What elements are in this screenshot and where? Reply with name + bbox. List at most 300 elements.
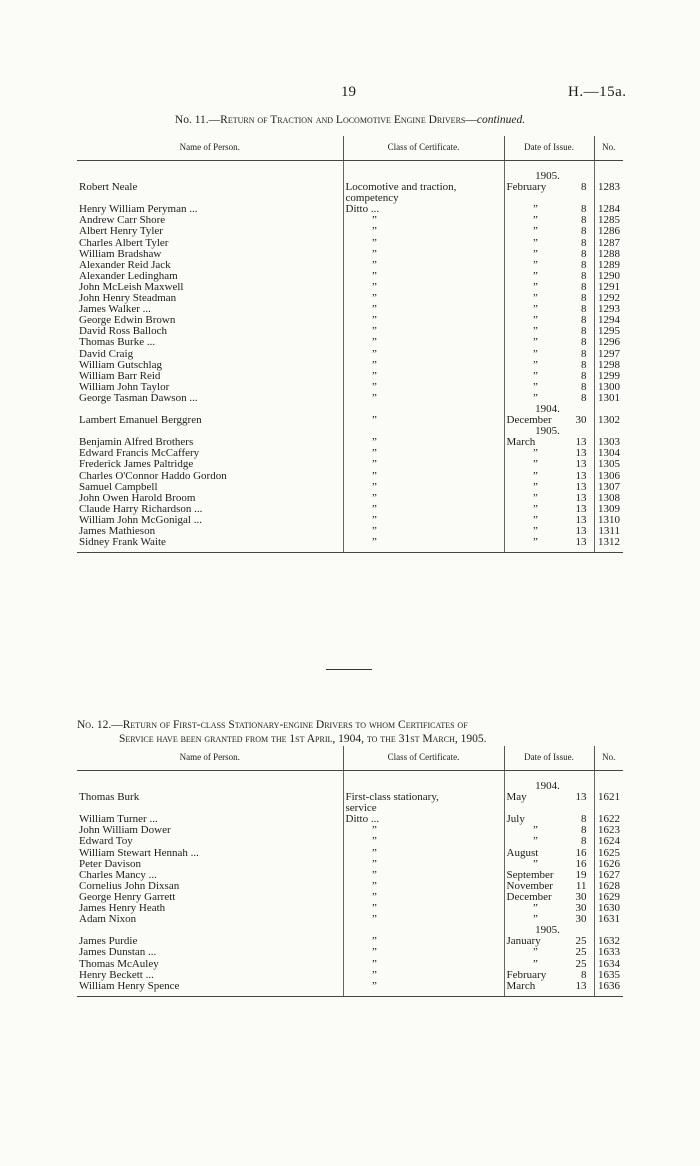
person-name: William Barr Reid — [79, 369, 161, 382]
certificate-number: 1291 — [598, 280, 620, 293]
issue-day: 13 — [575, 791, 587, 804]
class-cell — [343, 415, 504, 426]
table12-header-row — [77, 746, 623, 771]
year-label: 1905. — [535, 170, 560, 182]
class-cell — [343, 238, 504, 249]
class-cell — [343, 437, 504, 448]
person-name: Thomas Burk — [79, 791, 140, 804]
issue-day: 13 — [575, 480, 587, 493]
person-name: Adam Nixon — [79, 913, 137, 926]
number-cell — [594, 393, 623, 404]
person-name: Henry Beckett ... — [79, 968, 154, 981]
certificate-number: 1311 — [598, 525, 620, 537]
person-name: Thomas McAuley — [79, 957, 159, 970]
class-ditto: ” — [372, 258, 377, 271]
class-ditto: ” — [372, 846, 377, 859]
certificate-number: 1288 — [598, 247, 620, 260]
name-cell — [77, 981, 343, 997]
certificate-number: 1634 — [598, 957, 620, 970]
issue-day: 13 — [575, 458, 587, 471]
year-row — [77, 925, 623, 936]
class-ditto: ” — [372, 280, 377, 293]
certificate-number: 1627 — [598, 868, 620, 881]
col-header-no: No. — [594, 746, 623, 771]
table-row — [77, 293, 623, 304]
issue-month: March — [506, 979, 536, 992]
issue-month: ” — [533, 525, 538, 537]
date-cell — [504, 792, 594, 803]
class-cell — [343, 471, 504, 482]
person-name: William Stewart Hennah ... — [79, 846, 199, 859]
class-ditto: ” — [372, 480, 377, 493]
issue-month: ” — [533, 913, 538, 926]
person-name: James Mathieson — [79, 525, 156, 537]
issue-day: 16 — [575, 846, 587, 859]
class-ditto: ” — [372, 436, 377, 449]
issue-day: 25 — [575, 935, 587, 948]
issue-month: ” — [533, 491, 538, 504]
class-cell — [343, 825, 504, 836]
number-cell — [594, 415, 623, 426]
person-name: Claude Harry Richardson ... — [79, 502, 203, 515]
issue-month: January — [506, 935, 541, 948]
class-ditto: ” — [372, 458, 377, 471]
person-name: Lambert Emanuel Berggren — [79, 414, 202, 427]
person-name: David Ross Balloch — [79, 325, 167, 338]
class-ditto: ” — [372, 414, 377, 427]
person-name: George Tasman Dawson ... — [79, 391, 198, 404]
person-name: Charles O'Connor Haddo Gordon — [79, 469, 227, 482]
class-cell — [343, 493, 504, 504]
date-cell — [504, 459, 594, 470]
certificate-number: 1621 — [598, 791, 620, 804]
year-label: 1904. — [535, 402, 560, 415]
class-cell — [343, 903, 504, 914]
issue-month: ” — [533, 835, 538, 848]
date-cell — [504, 537, 594, 553]
issue-month: ” — [533, 447, 538, 460]
class-cell — [343, 959, 504, 970]
class-cell — [343, 537, 504, 553]
certificate-number: 1309 — [598, 502, 620, 515]
issue-day: 8 — [581, 325, 587, 338]
certificate-number: 1629 — [598, 890, 620, 903]
name-cell — [77, 914, 343, 925]
certificate-number: 1633 — [598, 946, 620, 959]
certificate-number: 1302 — [598, 414, 620, 427]
person-name: William Turner ... — [79, 813, 158, 826]
issue-day: 8 — [581, 358, 587, 371]
person-name: George Edwin Brown — [79, 314, 176, 327]
table-row — [77, 326, 623, 337]
class-ditto: ” — [372, 957, 377, 970]
date-cell — [504, 836, 594, 847]
class-ditto: ” — [372, 935, 377, 948]
certificate-number: 1625 — [598, 846, 620, 859]
number-cell — [594, 981, 623, 997]
class-ditto: ” — [372, 269, 377, 282]
person-name: John McLeish Maxwell — [79, 280, 184, 293]
issue-day: 13 — [575, 979, 587, 992]
date-cell — [504, 349, 594, 360]
table-row — [77, 947, 623, 958]
person-name: George Henry Garrett — [79, 890, 176, 903]
date-cell — [504, 947, 594, 958]
issue-month: ” — [533, 203, 538, 216]
class-ditto: ” — [372, 902, 377, 915]
person-name: Edward Toy — [79, 835, 133, 848]
class-ditto: ” — [372, 314, 377, 327]
name-cell — [77, 182, 343, 193]
number-cell — [594, 792, 623, 803]
class-cell — [343, 271, 504, 282]
date-cell — [504, 471, 594, 482]
table11-header-row — [77, 136, 623, 161]
person-name: James Dunstan ... — [79, 946, 157, 959]
class-ditto: ” — [372, 525, 377, 537]
person-name: Robert Neale — [79, 181, 138, 194]
person-name: John Owen Harold Broom — [79, 491, 196, 504]
col-header-class: Class of Certificate. — [343, 136, 504, 161]
class-ditto: ” — [372, 824, 377, 837]
certificate-number: 1300 — [598, 380, 620, 393]
issue-month: ” — [533, 214, 538, 227]
person-name: James Purdie — [79, 935, 138, 948]
class-ditto: ” — [372, 857, 377, 870]
class-cell — [343, 892, 504, 903]
person-name: Samuel Campbell — [79, 480, 158, 493]
class-ditto: ” — [372, 469, 377, 482]
certificate-number: 1294 — [598, 314, 620, 327]
class-ditto: ” — [372, 325, 377, 338]
class-cell — [343, 260, 504, 271]
issue-day: 16 — [575, 857, 587, 870]
issue-day: 8 — [581, 380, 587, 393]
document-reference: H.—15a. — [568, 84, 627, 100]
col-header-date: Date of Issue. — [504, 746, 594, 771]
issue-month: ” — [533, 347, 538, 360]
certificate-number: 1284 — [598, 203, 620, 216]
certificate-number: 1286 — [598, 225, 620, 238]
certificate-number: 1310 — [598, 513, 620, 526]
person-name: Charles Mancy ... — [79, 868, 157, 881]
issue-day: 30 — [575, 902, 587, 915]
issue-month: ” — [533, 902, 538, 915]
class-cell — [343, 382, 504, 393]
table-row — [77, 825, 623, 836]
class-ditto: ” — [372, 247, 377, 260]
issue-day: 11 — [575, 879, 587, 892]
number-cell — [594, 537, 623, 553]
class-cell — [343, 337, 504, 348]
person-name: Henry William Peryman ... — [79, 203, 198, 216]
class-ditto: ” — [372, 380, 377, 393]
issue-month: March — [506, 436, 536, 449]
issue-day: 8 — [581, 391, 587, 404]
class-ditto: ” — [372, 968, 377, 981]
issue-month: ” — [533, 314, 538, 327]
class-ditto: ” — [372, 236, 377, 249]
class-cell — [343, 504, 504, 515]
certificate-number: 1287 — [598, 236, 620, 249]
issue-day: 30 — [575, 913, 587, 926]
year-label: 1905. — [535, 924, 560, 937]
class-cell — [343, 814, 504, 825]
issue-month: ” — [533, 857, 538, 870]
table-row — [77, 471, 623, 482]
certificate-number: 1297 — [598, 347, 620, 360]
issue-day: 13 — [575, 536, 587, 549]
class-cell — [343, 526, 504, 537]
table11-body — [77, 161, 623, 553]
table-row — [77, 537, 623, 553]
class-cell — [343, 482, 504, 493]
issue-day: 8 — [581, 181, 587, 194]
year-label: 1905. — [535, 425, 560, 438]
table-row — [77, 959, 623, 970]
issue-day: 8 — [581, 269, 587, 282]
certificate-number: 1632 — [598, 935, 620, 948]
person-name: Frederick James Paltridge — [79, 458, 194, 471]
class-ditto: ” — [372, 336, 377, 349]
certificate-number: 1630 — [598, 902, 620, 915]
certificate-number: 1622 — [598, 813, 620, 826]
issue-month: February — [506, 968, 547, 981]
name-cell — [77, 415, 343, 426]
certificate-number: 1636 — [598, 979, 620, 992]
date-cell — [504, 226, 594, 237]
class-cell — [343, 315, 504, 326]
date-cell — [504, 337, 594, 348]
class-cell — [343, 859, 504, 870]
date-cell — [504, 182, 594, 193]
issue-month: ” — [533, 380, 538, 393]
issue-day: 13 — [575, 436, 587, 449]
class-ditto: ” — [372, 347, 377, 360]
certificate-number: 1631 — [598, 913, 620, 926]
person-name: Thomas Burke ... — [79, 336, 156, 349]
certificate-number: 1307 — [598, 480, 620, 493]
issue-day: 13 — [575, 491, 587, 504]
issue-month: ” — [533, 336, 538, 349]
class-cell — [343, 448, 504, 459]
person-name: Edward Francis McCaffery — [79, 447, 200, 460]
issue-month: December — [506, 890, 552, 903]
person-name: William Bradshaw — [79, 247, 162, 260]
col-header-name: Name of Person. — [77, 746, 343, 771]
class-ditto: ” — [372, 214, 377, 227]
issue-day: 30 — [575, 414, 587, 427]
class-cell — [343, 870, 504, 881]
issue-day: 8 — [581, 968, 587, 981]
certificate-number: 1290 — [598, 269, 620, 282]
class-ditto: ” — [372, 491, 377, 504]
issue-month: ” — [533, 469, 538, 482]
table-row — [77, 903, 623, 914]
issue-month: ” — [533, 292, 538, 305]
person-name: Peter Davison — [79, 857, 142, 870]
class-ditto: ” — [372, 979, 377, 992]
issue-month: ” — [533, 269, 538, 282]
certificate-class: Locomotive and traction, — [345, 181, 457, 194]
person-name: Benjamin Alfred Brothers — [79, 436, 194, 449]
table11-heading — [0, 114, 700, 126]
certificate-number: 1293 — [598, 303, 620, 316]
class-cell — [343, 881, 504, 892]
issue-day: 8 — [581, 303, 587, 316]
person-name: John William Dower — [79, 824, 171, 837]
class-cell — [343, 360, 504, 371]
issue-month: ” — [533, 946, 538, 959]
issue-day: 8 — [581, 292, 587, 305]
date-cell — [504, 238, 594, 249]
person-name: Charles Albert Tyler — [79, 236, 169, 249]
certificate-number: 1301 — [598, 391, 620, 404]
table12-heading-line2: Service have been granted from the 1st April, 1904, to the 31st March, 1905. — [119, 733, 487, 745]
class-cell — [343, 326, 504, 337]
issue-month: September — [506, 868, 554, 881]
issue-day: 8 — [581, 314, 587, 327]
class-cell — [343, 925, 504, 936]
class-ditto: ” — [372, 536, 377, 549]
issue-day: 25 — [575, 946, 587, 959]
issue-day: 8 — [581, 203, 587, 216]
certificate-number: 1623 — [598, 824, 620, 837]
person-name: Cornelius John Dixsan — [79, 879, 180, 892]
class-cell — [343, 293, 504, 304]
person-name: Alexander Ledingham — [79, 269, 178, 282]
class-ditto: ” — [372, 447, 377, 460]
issue-month: ” — [533, 957, 538, 970]
issue-month: ” — [533, 325, 538, 338]
name-cell — [77, 792, 343, 803]
table12-heading — [77, 718, 622, 746]
year-label: 1904. — [535, 780, 560, 792]
class-cell — [343, 515, 504, 526]
issue-month: ” — [533, 280, 538, 293]
issue-month: ” — [533, 824, 538, 837]
issue-month: August — [506, 846, 539, 859]
person-name: William John McGonigal ... — [79, 513, 202, 526]
class-cell — [343, 836, 504, 847]
issue-day: 8 — [581, 835, 587, 848]
certificate-number: 1283 — [598, 181, 620, 194]
person-name: James Henry Heath — [79, 902, 166, 915]
table12-body — [77, 771, 623, 997]
person-name: John Henry Steadman — [79, 292, 177, 305]
col-header-date: Date of Issue. — [504, 136, 594, 161]
person-name: Sidney Frank Waite — [79, 536, 166, 549]
class-cell — [343, 226, 504, 237]
section-separator — [326, 669, 372, 670]
class-cell — [343, 848, 504, 859]
class-ditto: ” — [372, 879, 377, 892]
certificate-number: 1308 — [598, 491, 620, 504]
col-header-name: Name of Person. — [77, 136, 343, 161]
certificate-number: 1285 — [598, 214, 620, 227]
issue-month: May — [506, 791, 527, 804]
issue-day: 8 — [581, 247, 587, 260]
certificate-number: 1304 — [598, 447, 620, 460]
date-cell — [504, 848, 594, 859]
certificate-number: 1295 — [598, 325, 620, 338]
issue-month: December — [506, 414, 552, 427]
issue-month: ” — [533, 480, 538, 493]
class-ditto: ” — [372, 513, 377, 526]
col-header-no: No. — [594, 136, 623, 161]
class-ditto: ” — [372, 292, 377, 305]
person-name: William Gutschlag — [79, 358, 162, 371]
certificate-number: 1289 — [598, 258, 620, 271]
certificate-number: 1635 — [598, 968, 620, 981]
issue-day: 8 — [581, 236, 587, 249]
table-row — [77, 936, 623, 947]
person-name: Andrew Carr Shore — [79, 214, 166, 227]
class-cell — [343, 349, 504, 360]
issue-day: 13 — [575, 513, 587, 526]
issue-month: ” — [533, 225, 538, 238]
table12-heading-line1: No. 12.—Return of First-class Stationary-engine Drivers to whom Certificates of — [77, 719, 468, 731]
person-name: Albert Henry Tyler — [79, 225, 163, 238]
name-cell — [77, 393, 343, 404]
certificate-number: 1296 — [598, 336, 620, 349]
table11-heading-number: No. 11.— — [174, 114, 221, 126]
number-cell — [594, 914, 623, 925]
class-cell — [343, 936, 504, 947]
class-cell — [343, 282, 504, 293]
certificate-class: Ditto ... — [345, 203, 380, 216]
issue-month: November — [506, 879, 553, 892]
issue-day: 8 — [581, 280, 587, 293]
class-ditto: ” — [372, 303, 377, 316]
table-row — [77, 515, 623, 526]
table-11 — [77, 136, 623, 553]
issue-day: 8 — [581, 824, 587, 837]
issue-day: 30 — [575, 890, 587, 903]
issue-month: ” — [533, 391, 538, 404]
certificate-number: 1305 — [598, 458, 620, 471]
class-cell — [343, 970, 504, 981]
class-cell — [343, 404, 504, 415]
person-name: James Walker ... — [79, 303, 151, 316]
issue-day: 8 — [581, 369, 587, 382]
issue-month: ” — [533, 369, 538, 382]
class-cell — [343, 947, 504, 958]
class-ditto: ” — [372, 890, 377, 903]
date-cell — [504, 981, 594, 997]
table-row — [77, 848, 623, 859]
class-cell — [343, 215, 504, 226]
issue-month: February — [506, 181, 547, 194]
class-ditto: ” — [372, 913, 377, 926]
issue-month: ” — [533, 303, 538, 316]
certificate-number: 1628 — [598, 879, 620, 892]
number-cell — [594, 182, 623, 193]
page-number: 19 — [341, 84, 356, 100]
certificate-class: First-class stationary, — [345, 791, 439, 804]
issue-day: 13 — [575, 447, 587, 460]
issue-month: ” — [533, 513, 538, 526]
class-cell — [343, 914, 504, 925]
issue-month: ” — [533, 502, 538, 515]
table11-heading-continued: continued. — [476, 114, 526, 126]
issue-day: 8 — [581, 336, 587, 349]
certificate-number: 1626 — [598, 857, 620, 870]
table-row — [77, 337, 623, 348]
class-cell — [343, 393, 504, 404]
class-cell — [343, 459, 504, 470]
issue-day: 8 — [581, 225, 587, 238]
